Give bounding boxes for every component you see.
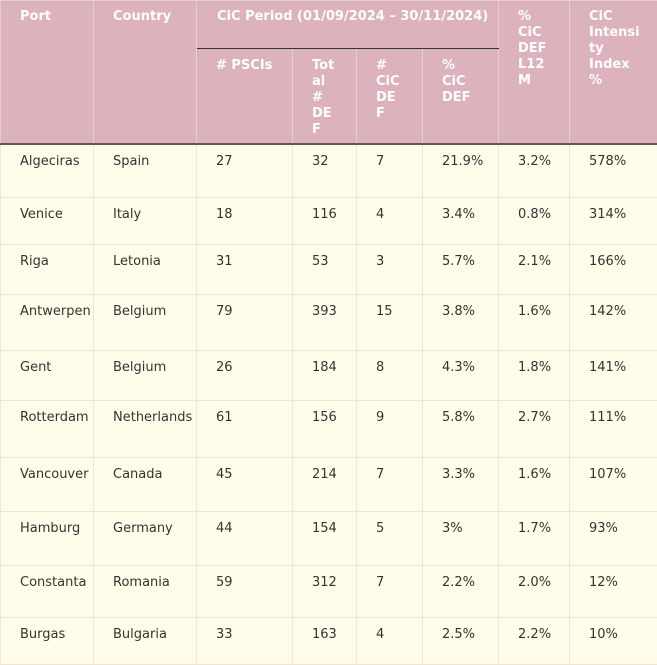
cell-cic-def: 7 [357,566,423,618]
cell-pscis: 27 [197,144,293,198]
table-row [1,245,657,295]
cell-total-def: 393 [293,295,357,351]
cell-port: Rotterdam [1,401,94,458]
cell-country: Belgium [94,351,197,401]
cell-cic-def-l12m: 2.7% [499,401,570,458]
cell-country: Romania [94,566,197,618]
cell-pscis: 18 [197,198,293,245]
table-row [1,198,657,245]
cell-cic-def-pct: 3.8% [423,295,499,351]
cell-cic-intensity: 578% [570,144,657,198]
cell-cic-intensity: 111% [570,401,657,458]
cell-port: Vancouver [1,458,94,512]
cell-cic-def-pct: 2.5% [423,618,499,665]
cell-port: Hamburg [1,512,94,566]
table-row [1,458,657,512]
cell-cic-intensity: 166% [570,245,657,295]
cell-port: Riga [1,245,94,295]
header-pscis: # PSCIs [197,49,293,144]
cell-total-def: 116 [293,198,357,245]
table-body [1,144,657,665]
cell-country: Canada [94,458,197,512]
cell-country: Belgium [94,295,197,351]
header-cic-def-l12m: % CiC DEF L12 M [499,1,570,144]
header-country: Country [94,1,197,144]
cell-cic-intensity: 10% [570,618,657,665]
header-cic-intensity-index: CiC Intensi ty Index % [570,1,657,144]
cell-cic-def-l12m: 3.2% [499,144,570,198]
cell-total-def: 154 [293,512,357,566]
cell-cic-def-pct: 5.7% [423,245,499,295]
cell-country: Netherlands [94,401,197,458]
cell-cic-def-l12m: 0.8% [499,198,570,245]
cell-port: Venice [1,198,94,245]
cell-pscis: 44 [197,512,293,566]
header-port: Port [1,1,94,144]
cell-pscis: 61 [197,401,293,458]
cell-cic-intensity: 141% [570,351,657,401]
cell-pscis: 26 [197,351,293,401]
table-row [1,144,657,198]
cell-cic-def: 3 [357,245,423,295]
table-row [1,512,657,566]
table-header [1,1,657,144]
cell-cic-def-pct: 3.4% [423,198,499,245]
cell-total-def: 163 [293,618,357,665]
header-cic-period: CiC Period (01/09/2024 – 30/11/2024) [197,1,499,49]
cell-total-def: 184 [293,351,357,401]
cell-cic-def-l12m: 1.7% [499,512,570,566]
cell-cic-def-pct: 5.8% [423,401,499,458]
cell-pscis: 45 [197,458,293,512]
cell-cic-intensity: 314% [570,198,657,245]
cell-cic-def-pct: 2.2% [423,566,499,618]
cell-cic-def: 9 [357,401,423,458]
cell-country: Bulgaria [94,618,197,665]
table-row [1,351,657,401]
cell-total-def: 32 [293,144,357,198]
cell-cic-def-l12m: 2.2% [499,618,570,665]
cell-country: Italy [94,198,197,245]
cell-cic-def-l12m: 2.0% [499,566,570,618]
cell-total-def: 53 [293,245,357,295]
cell-cic-def-l12m: 1.6% [499,295,570,351]
cell-cic-def-pct: 4.3% [423,351,499,401]
header-total-def: Tot al # DE F [293,49,357,144]
cell-cic-def-l12m: 2.1% [499,245,570,295]
cell-cic-def-pct: 3.3% [423,458,499,512]
cell-pscis: 79 [197,295,293,351]
cell-country: Letonia [94,245,197,295]
cell-country: Spain [94,144,197,198]
cell-total-def: 156 [293,401,357,458]
table-row [1,618,657,665]
cell-total-def: 214 [293,458,357,512]
cell-cic-intensity: 93% [570,512,657,566]
cell-pscis: 33 [197,618,293,665]
cell-cic-def: 8 [357,351,423,401]
cell-cic-def: 5 [357,512,423,566]
cell-port: Burgas [1,618,94,665]
header-cic-def-pct: % CiC DEF [423,49,499,144]
cell-cic-intensity: 107% [570,458,657,512]
cell-cic-def: 7 [357,458,423,512]
cell-total-def: 312 [293,566,357,618]
cell-port: Algeciras [1,144,94,198]
table-row [1,295,657,351]
cell-cic-intensity: 142% [570,295,657,351]
cell-port: Antwerpen [1,295,94,351]
cell-cic-def-pct: 3% [423,512,499,566]
cell-cic-def-pct: 21.9% [423,144,499,198]
cell-cic-def-l12m: 1.8% [499,351,570,401]
cell-cic-def: 7 [357,144,423,198]
cell-port: Gent [1,351,94,401]
cell-cic-def: 4 [357,198,423,245]
cell-country: Germany [94,512,197,566]
cell-cic-def-l12m: 1.6% [499,458,570,512]
cell-cic-def: 15 [357,295,423,351]
table-row [1,401,657,458]
cell-port: Constanta [1,566,94,618]
cell-pscis: 31 [197,245,293,295]
cell-cic-intensity: 12% [570,566,657,618]
table-row [1,566,657,618]
header-cic-def-count: # CiC DE F [357,49,423,144]
cell-pscis: 59 [197,566,293,618]
cell-cic-def: 4 [357,618,423,665]
